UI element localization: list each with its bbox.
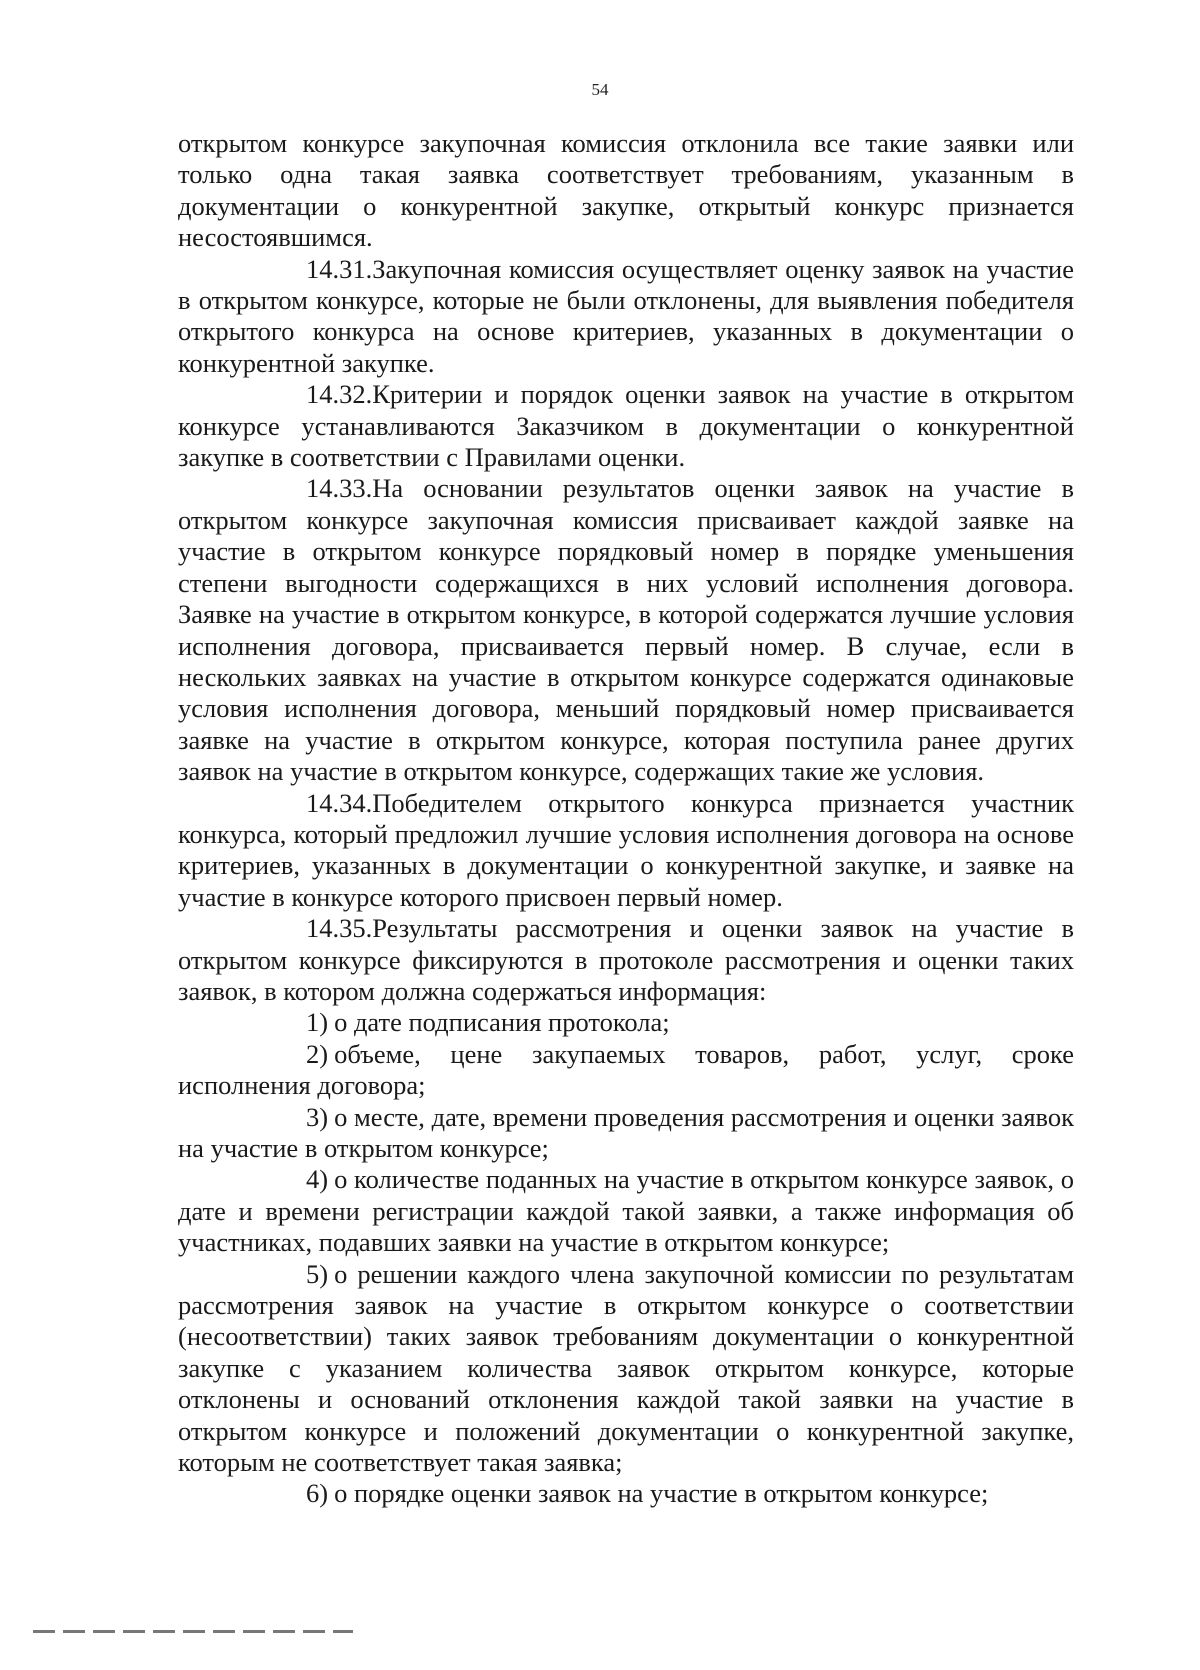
list-item [178, 1102, 1074, 1165]
clause-14-35 [178, 913, 1074, 1007]
list-item-text: о дате подписания протокола; [334, 1007, 670, 1038]
clause-text: Результаты рассмотрения и оценки заявок на участие в открытом конкурсе фиксируются в протоколе рассмотрения и оценки таких заявок, в котором должна содержаться информация: [178, 913, 1074, 1006]
list-item [178, 1039, 1074, 1102]
page-number: 54 [591, 80, 609, 99]
list-marker: 2) [306, 1038, 329, 1069]
list-marker: 5) [306, 1258, 329, 1289]
list-marker: 3) [306, 1101, 329, 1132]
list-item [178, 1007, 1074, 1038]
list-item-text: о порядке оценки заявок на участие в открытом конкурсе; [334, 1478, 989, 1509]
clause-text: На основании результатов оценки заявок на участие в открытом конкурсе закупочная комиссия присваивает каждой заявке на участие в открытом конкурсе порядковый номер в порядке уменьшения степени выгодности содержащихся в них условий исполнения договора. Заявке на участие в открытом конкурсе, в которой содержатся лучшие условия исполнения договора, присваивается первый номер. В случае, если в нескольких заявках на участие в открытом конкурсе содержатся одинаковые условия исполнения договора, меньший порядковый номер присваивается заявке на участие в открытом конкурсе, которая поступила ранее других заявок на участие в открытом конкурсе, содержащих такие же условия. [178, 473, 1074, 787]
list-item-text: объеме, цене закупаемых товаров, работ, услуг, сроке исполнения договора; [178, 1038, 1074, 1101]
clause-14-32 [178, 379, 1074, 473]
clause-text: Критерии и порядок оценки заявок на участие в открытом конкурсе устанавливаются Заказчиком в документации о конкурентной закупке в соответствии с Правилами оценки. [178, 379, 1074, 473]
clause-number: 14.35. [306, 913, 373, 944]
clause-14-34 [178, 788, 1074, 914]
list-item-text: о количестве поданных на участие в открытом конкурсе заявок, о дате и времени регистрации каждой такой заявки, а также информация об участниках, подавших заявки на участие в открытом конкурсе; [178, 1164, 1074, 1258]
paragraph-text: открытом конкурсе закупочная комиссия отклонила все такие заявки или только одна такая заявка соответствует требованиям, указанным в документации о конкурентной закупке, открытый конкурс признается несостоявшимся. [178, 128, 1074, 253]
clause-number: 14.31. [306, 253, 373, 284]
scan-artifact-dashes [33, 1630, 353, 1633]
clause-text: Победителем открытого конкурса признается участник конкурса, который предложил лучшие условия исполнения договора на основе критериев, указанных в документации о конкурентной закупке, и заявке на участие в конкурсе которого присвоен первый номер. [178, 787, 1074, 912]
list-item-text: о месте, дате, времени проведения рассмотрения и оценки заявок на участие в открытом конкурсе; [178, 1101, 1074, 1163]
clause-number: 14.34. [306, 787, 373, 818]
list-item [178, 1164, 1074, 1258]
clause-number: 14.33. [306, 473, 373, 504]
list-marker: 6) [306, 1478, 329, 1509]
clause-14-31 [178, 254, 1074, 380]
list-marker: 4) [306, 1164, 329, 1195]
clause-text: Закупочная комиссия осуществляет оценку заявок на участие в открытом конкурсе, которые не были отклонены, для выявления победителя открытого конкурса на основе критериев, указанных в документации о конкурентной закупке. [178, 253, 1074, 378]
clause-14-33 [178, 473, 1074, 787]
list-marker: 1) [306, 1007, 329, 1038]
list-item-text: о решении каждого члена закупочной комиссии по результатам рассмотрения заявок на участие в открытом конкурсе о соответствии (несоответствии) таких заявок требованиям документации о конкурентной закупке с указанием количества заявок открытом конкурсе, которые отклонены и оснований отклонения каждой такой заявки на участие в открытом конкурсе и положений документации о конкурентной закупке, которым не соответствует такая заявка; [178, 1258, 1074, 1478]
document-body [178, 128, 1074, 1510]
list-item [178, 1259, 1074, 1479]
clause-number: 14.32. [306, 379, 373, 410]
paragraph-continuation [178, 128, 1074, 254]
list-item [178, 1478, 1074, 1509]
